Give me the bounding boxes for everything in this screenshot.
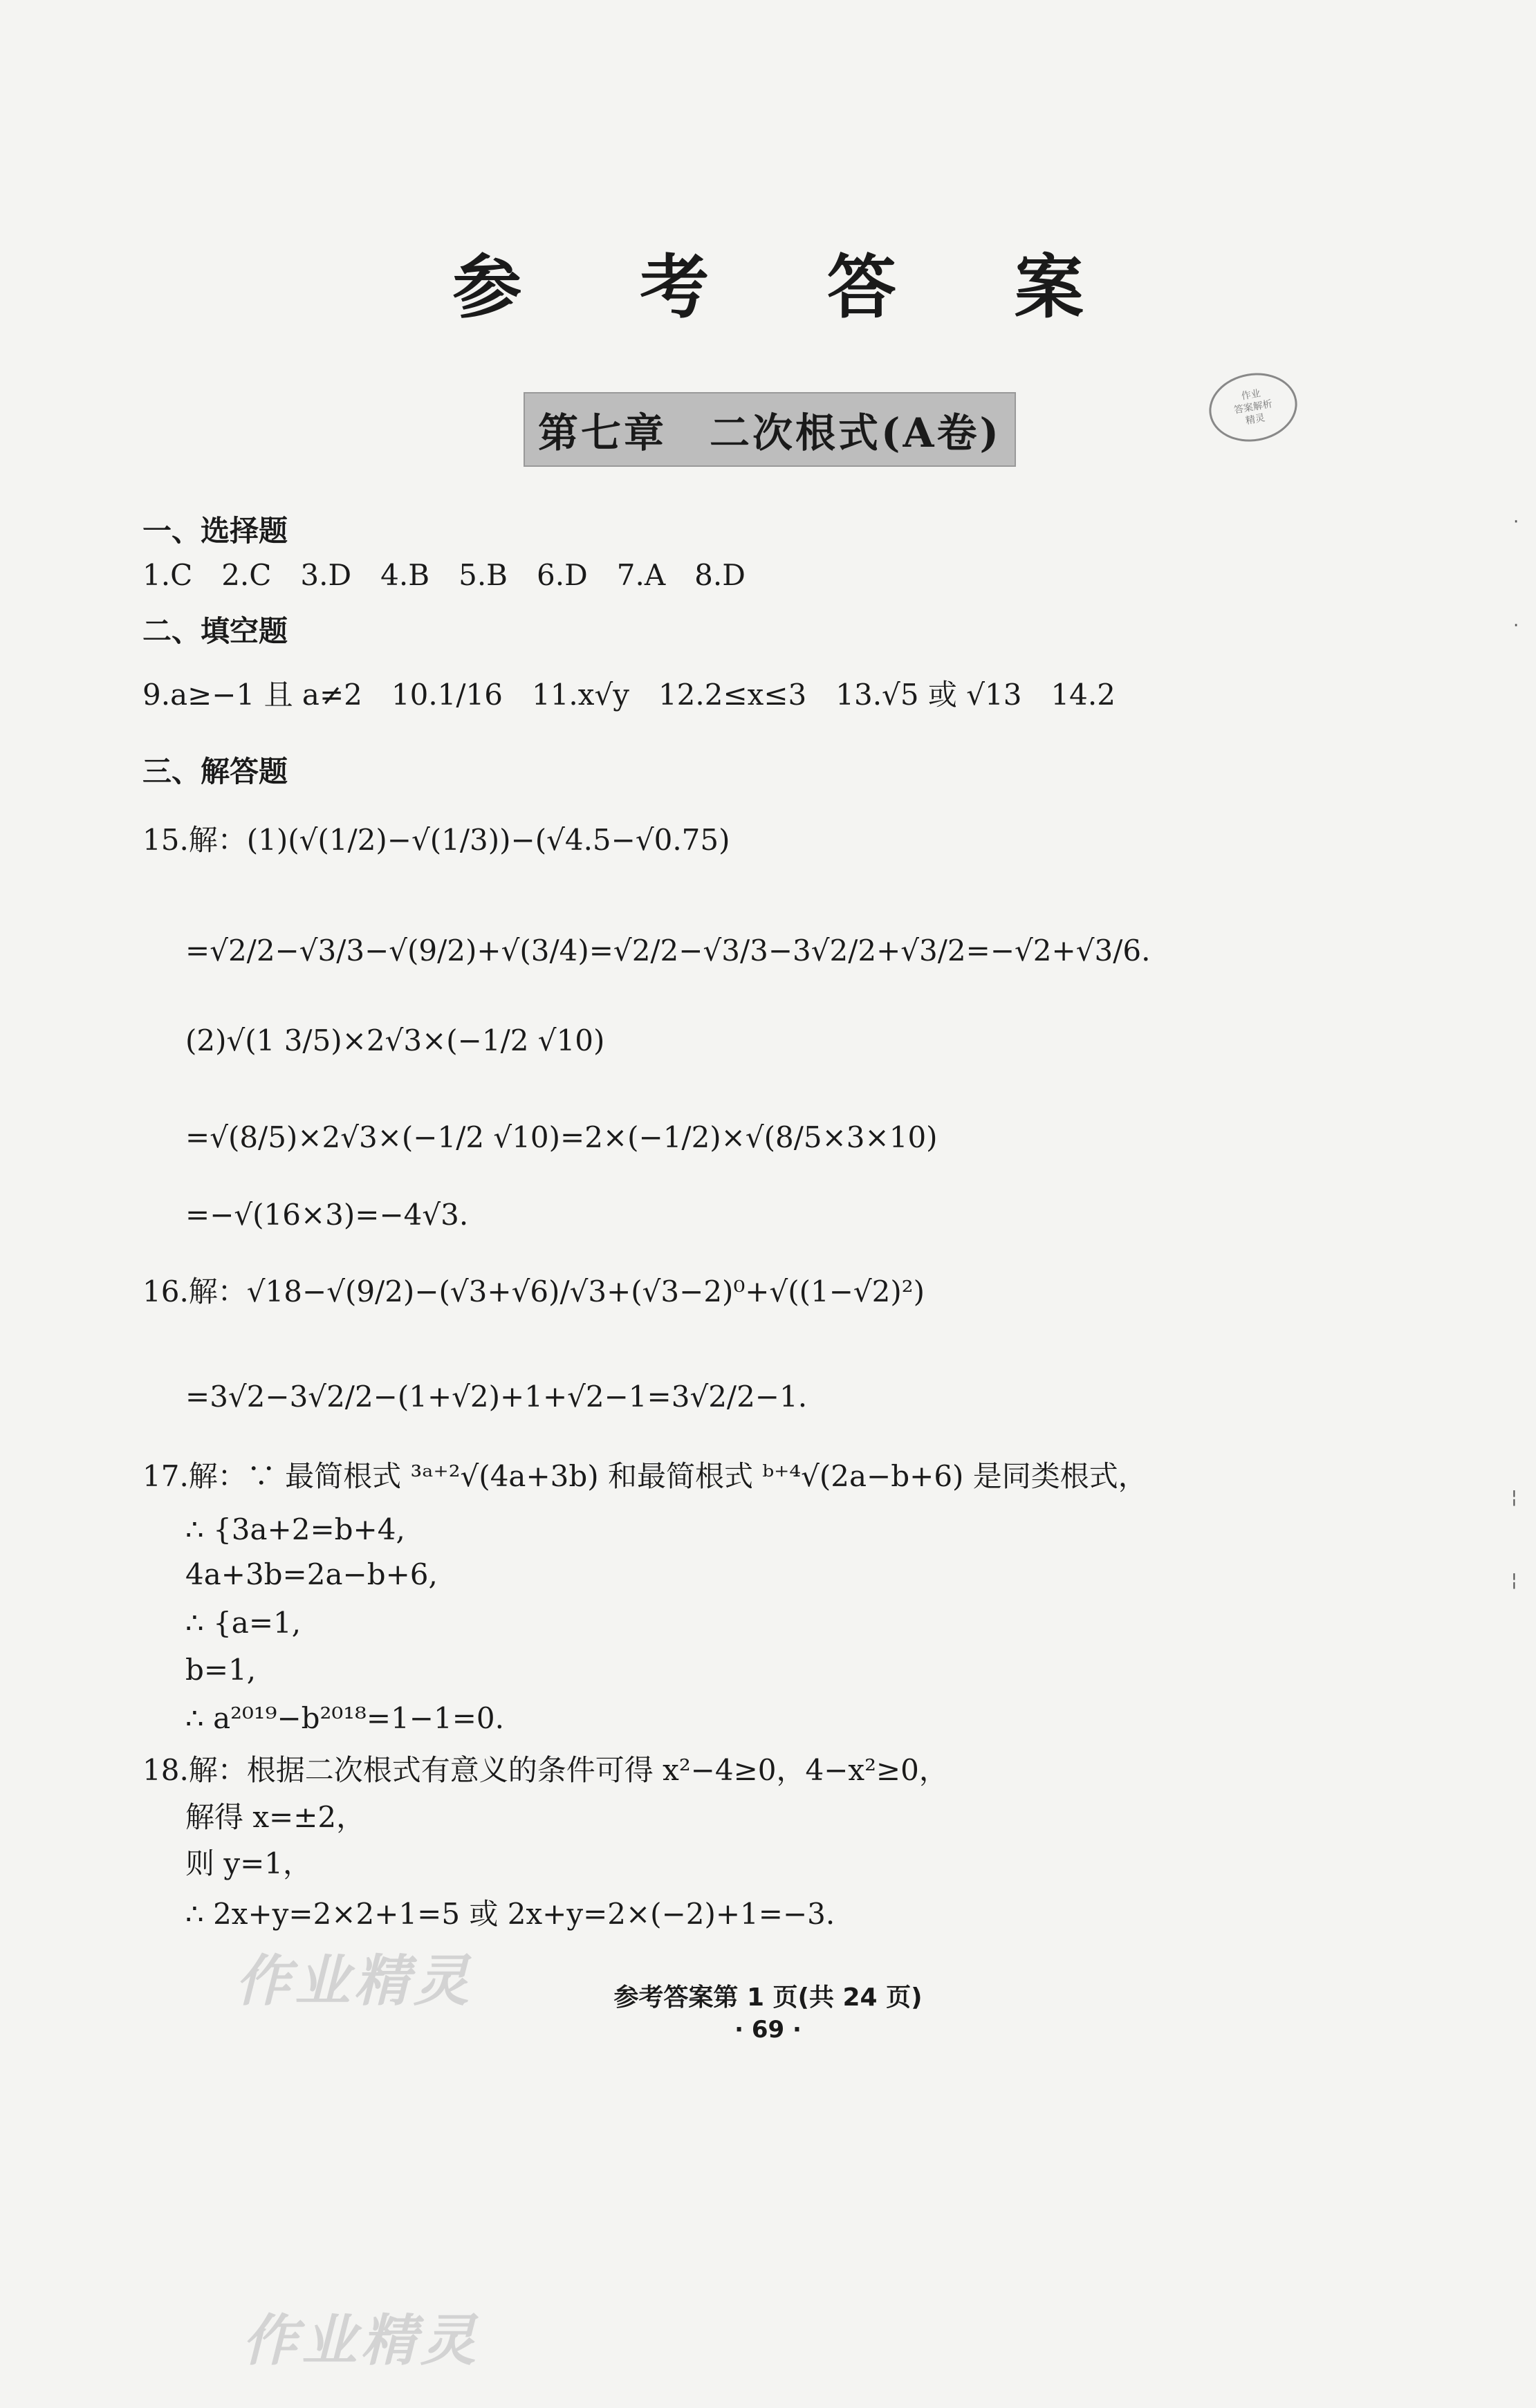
page-title: 参 考 答 案 <box>452 246 1131 328</box>
q17-line-2: ∴ {3a+2=b+4, <box>185 1512 405 1546</box>
q15-line-3: (2)√(1 3/5)×2√3×(−1/2 √10) <box>185 1024 605 1057</box>
choice-answers: 1.C 2.C 3.D 4.B 5.B 6.D 7.A 8.D <box>142 558 746 592</box>
q18-line-1: 18.解：根据二次根式有意义的条件可得 x²−4≥0，4−x²≥0， <box>142 1753 948 1787</box>
edge-mark: · <box>1513 512 1519 532</box>
q16-line-1: 16.解：√18−√(9/2)−(√3+√6)/√3+(√3−2)⁰+√((1−√2)²) <box>142 1275 925 1308</box>
q18-line-2: 解得 x=±2， <box>185 1800 366 1834</box>
q18-line-3: 则 y=1， <box>185 1846 312 1880</box>
stamp-logo <box>1203 367 1302 449</box>
q17-line-3: 4a+3b=2a−b+6, <box>185 1557 438 1591</box>
footer-caption: 参考答案第 1 页(共 24 页) <box>613 1983 923 2012</box>
section-choice-heading: 一、选择题 <box>142 514 288 548</box>
edge-mark: ¦ <box>1511 1487 1517 1508</box>
stamp-line: 精灵 <box>1244 412 1266 427</box>
q15-line-2: =√2/2−√3/3−√(9/2)+√(3/4)=√2/2−√3/3−3√2/2+√3/2=−√2+√3/6. <box>185 934 1151 967</box>
watermark-logo: 作业精灵 <box>235 1949 473 2013</box>
q18-line-4: ∴ 2x+y=2×2+1=5 或 2x+y=2×(−2)+1=−3. <box>185 1897 835 1931</box>
watermark-logo-bottom: 作业精灵 <box>242 2308 480 2373</box>
q15-line-1: 15.解：(1)(√(1/2)−√(1/3))−(√4.5−√0.75) <box>142 823 730 857</box>
q17-line-4: ∴ {a=1, <box>185 1606 302 1640</box>
section-fill-heading: 二、填空题 <box>142 614 288 648</box>
q17-line-5: b=1, <box>185 1653 257 1687</box>
edge-mark: · <box>1513 615 1519 636</box>
q15-line-4: =√(8/5)×2√3×(−1/2 √10)=2×(−1/2)×√(8/5×3×10) <box>185 1120 938 1154</box>
edge-mark: ¦ <box>1511 1570 1517 1591</box>
page-number: · 69 · <box>734 2016 802 2044</box>
fill-answers: 9.a≥−1 且 a≠2 10.1/16 11.x√y 12.2≤x≤3 13.√5 或 √13 14.2 <box>142 678 1116 712</box>
q16-line-2: =3√2−3√2/2−(1+√2)+1+√2−1=3√2/2−1. <box>185 1380 808 1414</box>
stamp-line: 答案解析 <box>1233 398 1273 416</box>
q15-line-5: =−√(16×3)=−4√3. <box>185 1198 469 1232</box>
q17-line-6: ∴ a²⁰¹⁹−b²⁰¹⁸=1−1=0. <box>185 1701 504 1735</box>
chapter-banner: 第七章 二次根式(A卷) <box>524 392 1016 467</box>
section-solve-heading: 三、解答题 <box>142 754 288 788</box>
q17-line-1: 17.解：∵ 最简根式 ³ᵃ⁺²√(4a+3b) 和最简根式 ᵇ⁺⁴√(2a−b+6) 是同类根式， <box>142 1459 1147 1493</box>
stamp-line: 作业 <box>1240 387 1262 402</box>
